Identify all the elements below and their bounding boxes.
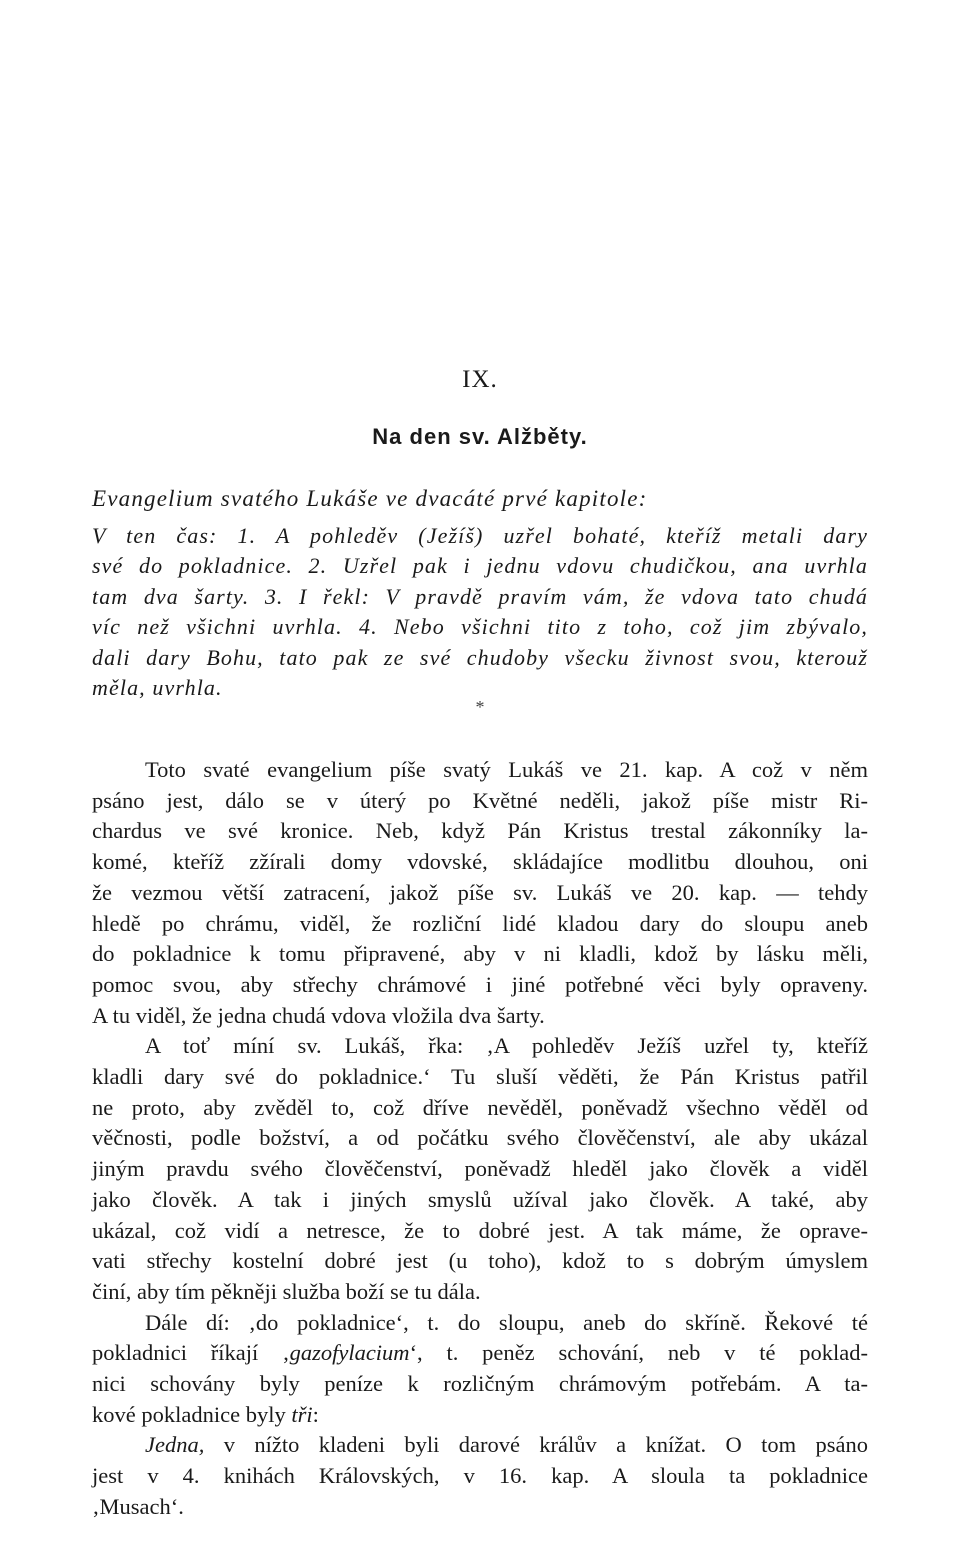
body-line: jako člověk. A tak i jiných smyslů užíval jako člověk. A také, aby — [92, 1186, 868, 1212]
body-line: věčnosti, podle božství, a od počátku svého člověčenství, ale aby ukázal — [92, 1125, 868, 1151]
gospel-line: víc než všichni uvrhla. 4. Nebo všichni tito z toho, což jim zbývalo, — [92, 614, 868, 640]
gospel-line: tam dva šarty. 3. I řekl: V pravdě pravím vám, že vdova tato chudá — [92, 583, 868, 609]
page-title: Na den sv. Alžběty. — [372, 424, 588, 449]
italic-term: gazofylacium — [289, 1340, 410, 1366]
body-line: pomoc svou, aby střechy chrámové i jiné potřebné věci byly opraveny. — [92, 971, 868, 997]
body-line: vati střechy kostelní dobré jest (u toho), kdož to s dobrým úmyslem — [92, 1248, 868, 1274]
body-line: pokladnici říkají ‚gazofylacium‘, t. peněz schování, neb v té poklad- — [92, 1340, 869, 1366]
body-line: že vezmou větší zatracení, jakož píše sv. Lukáš ve 20. kap. — tehdy — [92, 879, 868, 905]
gospel-source-heading: Evangelium svatého Lukáše ve dvacáté prvé kapitole: — [92, 486, 648, 511]
body-line: jiným pravdu svého člověčenství, poněvadž hleděl jako člověk a viděl — [92, 1156, 868, 1182]
body-line: A tu viděl, že jedna chudá vdova vložila dva šarty. — [92, 1002, 545, 1028]
gospel-line: své do pokladnice. 2. Uzřel pak i jednu vdovu chudičkou, ana uvrhla — [92, 553, 868, 579]
body-line: kladli dary své do pokladnice.‘ Tu sluší věděti, že Pán Kristus patřil — [92, 1064, 868, 1090]
gospel-line: dali dary Bohu, tato pak ze své chudoby všecku živnost svou, kterouž — [92, 644, 868, 670]
italic-term: Jedna, — [145, 1432, 205, 1458]
body-line: komé, kteříž zžírali domy vdovské, skládajíce modlitbu dlouhou, oni — [92, 849, 868, 875]
gospel-line: V ten čas: 1. A pohleděv (Ježíš) uzřel bohaté, kteříž metali dary — [92, 523, 868, 548]
italic-term: tři — [291, 1401, 313, 1427]
body-line: kové pokladnice byly tři: — [92, 1401, 319, 1427]
body-line: chardus ve své kronice. Neb, když Pán Kristus trestal zákonníky la- — [92, 818, 868, 844]
gospel-line: měla, uvrhla. — [92, 675, 223, 701]
gospel-text — [92, 521, 868, 703]
body-line: psáno jest, dálo se v úterý po Květné neděli, jakož píše mistr Ri- — [92, 787, 868, 813]
body-line: ukázal, což vidí a netresce, že to dobré jest. A tak máme, že oprave- — [92, 1217, 868, 1243]
body-line: A toť míní sv. Lukáš, řka: ‚A pohleděv Ježíš uzřel ty, kteříž — [145, 1033, 868, 1059]
body-line: Toto svaté evangelium píše svatý Lukáš ve 21. kap. A což v něm — [145, 757, 868, 782]
body-line: činí, aby tím pěkněji služba boží se tu dála. — [92, 1278, 481, 1304]
body-line: ne proto, aby zvěděl to, což dříve nevěděl, poněvadž všechno věděl od — [92, 1094, 868, 1120]
section-separator: * — [475, 697, 485, 717]
body-line: nici schovány byly peníze k rozličným chrámovým potřebám. A ta- — [92, 1371, 868, 1397]
body-line: Dále dí: ‚do pokladnice‘, t. do sloupu, aneb do skříně. Řekové té — [145, 1309, 868, 1335]
body-line: do pokladnice k tomu připravené, aby v ni kladli, kdož by lásku měli, — [92, 941, 868, 967]
body-text — [92, 755, 868, 1523]
body-line: hledě po chrámu, viděl, že rozliční lidé kladou dary do sloupu aneb — [92, 910, 868, 936]
body-line: jest v 4. knihách Královských, v 16. kap. A sloula ta pokladnice — [92, 1463, 868, 1489]
body-line: Jedna, v nížto kladeni byli darové králův a knížat. O tom psáno — [145, 1432, 868, 1458]
chapter-number: IX. — [462, 366, 498, 393]
body-line: ‚Musach‘. — [92, 1493, 184, 1519]
